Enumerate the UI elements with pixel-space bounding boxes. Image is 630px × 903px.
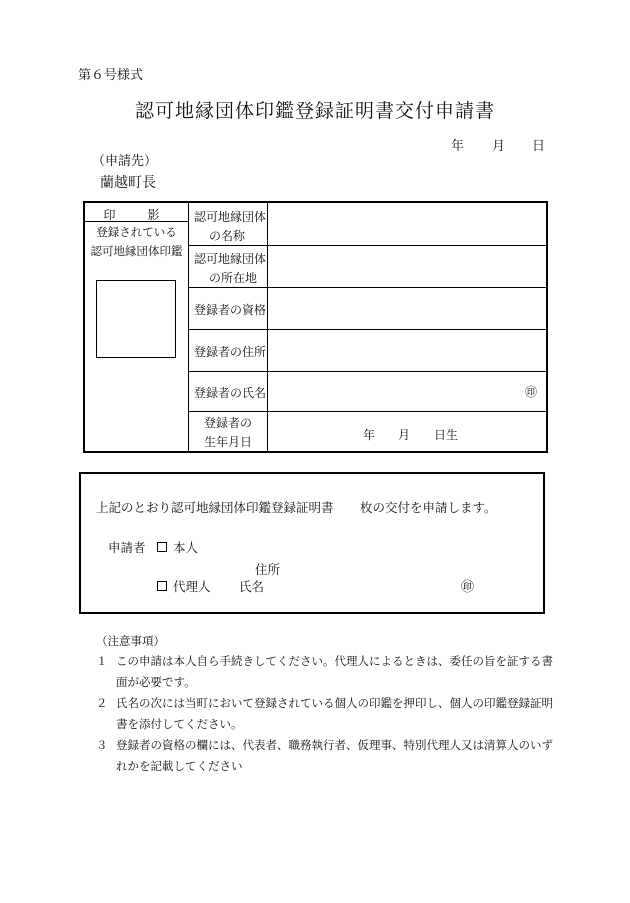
applicant-agent-option[interactable]	[157, 577, 211, 595]
agent-seal-mark: ㊞	[461, 580, 475, 595]
date-day-label: 日	[532, 139, 546, 154]
application-box	[79, 472, 545, 614]
input-group-address[interactable]	[269, 245, 546, 287]
applicant-label: 申請者	[108, 540, 146, 555]
note-text: 氏名の次には当町において登録されている個人の印鑑を押印し、個人の印鑑登録証明書を添付してください。	[116, 696, 553, 731]
agent-label: 代理人	[173, 579, 211, 594]
label-birthdate	[188, 411, 268, 451]
input-registrant-address[interactable]	[269, 329, 546, 371]
table-row-group-name	[188, 203, 546, 246]
document-title: 認可地縁団体印鑑登録証明書交付申請書	[134, 100, 495, 122]
applicant-self-option[interactable]	[157, 538, 198, 556]
input-registrant-name[interactable]	[269, 371, 546, 411]
note-number: １	[96, 654, 108, 668]
self-label: 本人	[173, 540, 199, 555]
note-number: ２	[96, 696, 108, 710]
label-qualification	[188, 287, 268, 329]
self-checkbox[interactable]	[157, 542, 167, 552]
label-registrant-name	[188, 371, 268, 411]
seal-caption-line2: 認可地縁団体印鑑	[90, 244, 183, 258]
note-item	[96, 651, 566, 693]
label-group-name	[188, 203, 268, 245]
input-qualification[interactable]	[269, 287, 546, 329]
seal-mark: ㊞	[525, 385, 538, 399]
seal-impression-column	[85, 203, 189, 451]
seal-impression-box[interactable]	[96, 280, 176, 358]
label-registrant-address	[188, 329, 268, 371]
label-line1: 認可地縁団体	[194, 210, 267, 224]
registration-table	[83, 201, 548, 453]
form-number: 第６号様式	[78, 68, 144, 83]
application-count-text: 枚の交付を申請します。	[360, 500, 497, 515]
date-month-label: 月	[492, 139, 506, 154]
label-line1: 登録者の資格	[194, 303, 267, 317]
agent-name-label: 氏名	[239, 579, 265, 594]
destination-name: 蘭越町長	[100, 175, 156, 191]
note-text: 登録者の資格の欄には、代表者、職務執行者、仮理事、特別代理人又は清算人のいずれかを記載してください	[116, 738, 553, 773]
table-row-qualification	[188, 287, 546, 330]
label-line2: の名称	[209, 229, 246, 243]
destination-label: （申請先）	[92, 154, 158, 169]
agent-checkbox[interactable]	[157, 581, 167, 591]
label-line2: の所在地	[209, 271, 258, 285]
note-item	[96, 693, 566, 735]
input-group-name[interactable]	[269, 203, 546, 245]
note-item	[96, 735, 566, 777]
label-line1: 登録者の	[204, 416, 253, 430]
application-statement: 上記のとおり認可地縁団体印鑑登録証明書	[96, 500, 334, 515]
notes-heading: （注意事項）	[96, 634, 165, 648]
birth-year-label: 年	[363, 428, 376, 442]
table-row-birthdate	[188, 411, 546, 451]
birth-month-label: 月	[398, 428, 411, 442]
label-line2: 生年月日	[204, 435, 253, 449]
birth-day-label: 日生	[434, 428, 459, 442]
seal-caption-line1: 登録されている	[96, 225, 177, 239]
label-group-address	[188, 245, 268, 287]
copy-count-field[interactable]	[329, 496, 357, 514]
table-row-registrant-name	[188, 371, 546, 412]
label-line1: 登録者の住所	[194, 345, 267, 359]
note-text: この申請は本人自ら手続きしてください。代理人によるときは、委任の旨を証する書面が必要です。	[116, 654, 553, 689]
table-row-registrant-address	[188, 329, 546, 372]
seal-header-divider	[85, 221, 188, 222]
label-line1: 登録者の氏名	[194, 386, 267, 400]
table-row-group-address	[188, 245, 546, 288]
label-line1: 認可地縁団体	[194, 252, 267, 266]
date-year-label: 年	[451, 139, 465, 154]
seal-impression-header: 印 影	[103, 208, 170, 222]
note-number: ３	[96, 738, 108, 752]
agent-address-label: 住所	[255, 562, 281, 577]
